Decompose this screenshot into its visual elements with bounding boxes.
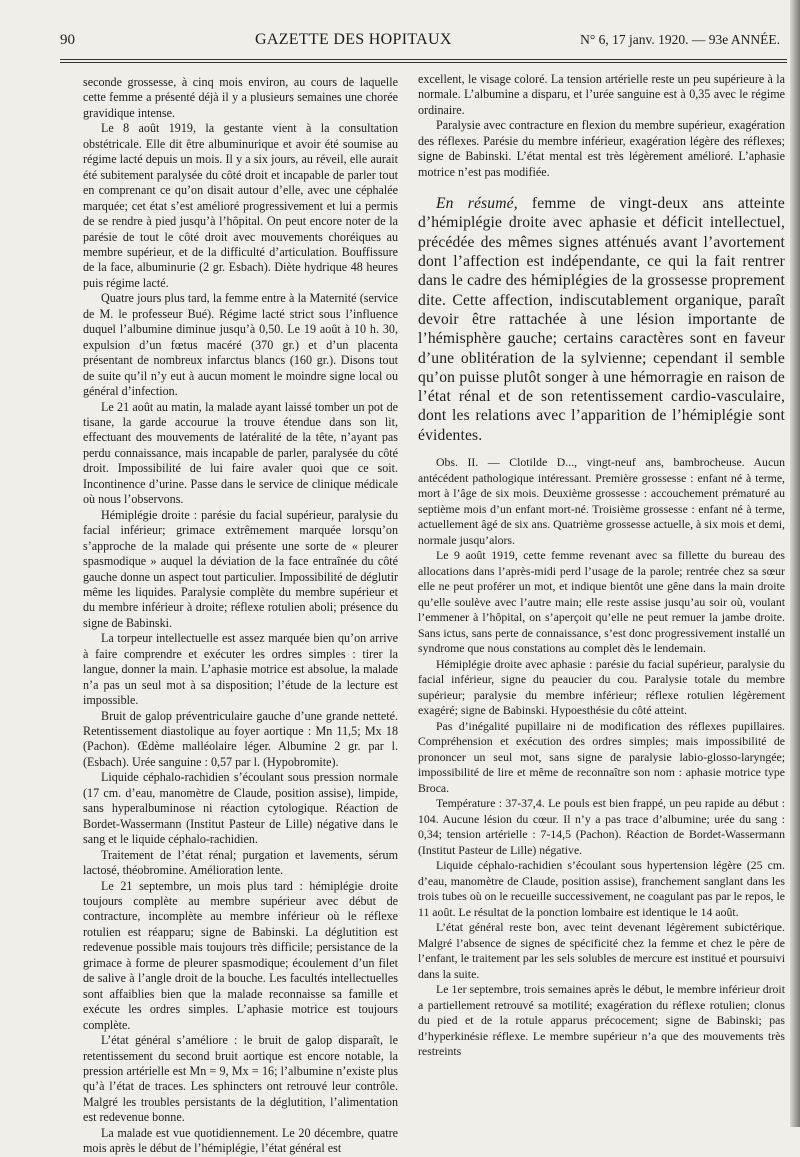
header-rule-bottom [60, 62, 787, 63]
journal-title: GAZETTE DES HOPITAUX [255, 31, 452, 48]
paragraph: excellent, le visage coloré. La tension artérielle reste un peu supérieure à la normale. L’albumine a disparu, et l’urée sanguine est à 0,35 avec le régime ordinaire. [418, 72, 785, 117]
paragraph: Hémiplégie droite avec aphasie : parésie du facial supérieur, paralysie du facial inférieur, signe du peaucier du cou. Paralysie totale du membre supérieur; paralysie du membre inférieur; réflexe rotulien légèrement exagéré; signe de Babinski. Hypoesthésie du côté atteint. [418, 656, 785, 718]
page-spine-shadow [790, 0, 800, 1127]
paragraph: Traitement de l’état rénal; purgation et lavements, sérum lactosé, théobromine. Amélioration lente. [83, 847, 398, 878]
paragraph: Le 21 août au matin, la malade ayant laissé tomber un pot de tisane, la garde accourue la trouve étendue dans son lit, effectuant des mouvements de latéralité de la tête, n’ayant pas perdu connaissance, mais incapable de parler, paralysée du côté droit. Impossibilité de lui faire avaler quoi que ce soit. Incontinence d’urine. Passe dans le service de clinique médicale où nous l’observons. [83, 399, 398, 507]
paragraph: L’état général s’améliore : le bruit de galop disparaît, le retentissement du second bruit aortique est encore notable, la pression artérielle est Mn = 9, Mx = 16; l’albumine n’existe plus qu’à l’état de traces. Les sphincters ont retrouvé leur contrôle. Malgré les troubles persistants de la déglutition, l’alimentation est redevenue bonne. [83, 1033, 398, 1125]
paragraph: Pas d’inégalité pupillaire ni de modification des réflexes pupillaires. Compréhension et exécution des ordres simples; mais impossibilité de prononcer un seul mot, sans signe de paralysie labio-glosso-laryngée; impossibilité de lire et même de reconnaître son nom : aphasie motrice type Broca. [418, 718, 785, 795]
issue-info: N° 6, 17 janv. 1920. — 93e ANNÉE. [580, 32, 780, 47]
observation-block [418, 455, 785, 1060]
paragraph: Quatre jours plus tard, la femme entre à la Maternité (service de M. le professeur Bué). Régime lacté strict sous l’influence duquel l’albumine diminue jusqu’à 0,50. Le 19 août à 10 h. 30, expulsion d’un fœtus macéré (370 gr.) et d’un placenta présentant de nombreux infarctus blancs (160 gr.). Disons tout de suite qu’il n’y eut à aucun moment le moindre signe local ou général d’infection. [83, 291, 398, 399]
paragraph: Température : 37-37,4. Le pouls est bien frappé, un peu rapide au début : 104. Aucune lésion du cœur. Il n’y a pas trace d’albumine; urée du sang : 0,34; tension artérielle : 7-14,5 (Pachon). Réaction de Bordet-Wassermann (Institut Pasteur de Lille) négative. [418, 796, 785, 857]
summary-paragraph [418, 194, 785, 445]
paragraph: L’état général reste bon, avec teint devenant légèrement subictérique. Malgré l’absence de signes de spécificité chez la femme et chez le père de l’enfant, le traitement par les sels solubles de mercure est institué et poursuivi dans la suite. [418, 920, 785, 981]
paragraph: Le 8 août 1919, la gestante vient à la consultation obstétricale. Elle dit être albuminurique et avoir été soumise au régime lacté depuis un mois. Il y a six jours, au réveil, elle aurait été subitement paralysée du côté droit et incapable de parler tout en comprenant ce qu’on disait autour d’elle, avec une céphalée marquée; cet état s’est amélioré progressivement et lui a permis de se rendre à pied jusqu’à l’hôpital. On peut encore noter de la parésie de tout le côté droit avec mouvements choréiques au membre supérieur, et de la difficulté d’articulation. Bouffissure de la face, albuminurie (2 gr. Esbach). Diète hydrique 48 heures puis régime lacté. [83, 121, 398, 290]
paragraph: Liquide céphalo-rachidien s’écoulant sous pression normale (17 cm. d’eau, manomètre de Claude, position assise), limpide, sans hyperalbuminose ni réaction cytologique. Réaction de Bordet-Wassermann (Institut Pasteur de Lille) négative dans le sang et le liquide céphalo-rachidien. [83, 770, 398, 847]
page-number: 90 [60, 32, 75, 48]
paragraph: Hémiplégie droite : parésie du facial supérieur, paralysie du facial inférieur; grimace extrêmement marquée lorsqu’on s’approche de la malade qui présente une sorte de « pleurer spasmodique » auquel la déviation de la face entraînée du côté gauche donne un aspect tout particulier. Impossibilité de déglutir même les liquides. Paralysie complète du membre supérieur et du membre inférieur à droite; réflexe rotulien aboli; présence du signe de Babinski. [83, 507, 398, 630]
paragraph: Le 9 août 1919, cette femme revenant avec sa fillette du bureau des allocations dans l’après-midi perd l’usage de la parole; rentrée chez sa sœur elle ne peut proférer un mot, et indique bientôt une gêne dans la main droite qu’elle soulève avec l’autre main; elle reste assise jusqu’au soir où, voulant l’emmener à l’hôpital, on s’aperçoit qu’elle ne peut remuer la jambe droite. Sans ictus, sans perte de connaissance, s’est donc progressivement installé un syndrome que nous constations au complet dès le lendemain. [418, 548, 785, 656]
summary-lead: En résumé, [436, 195, 518, 213]
paragraph: Liquide céphalo-rachidien s’écoulant sous hypertension légère (25 cm. d’eau, manomètre de Claude, position assise), franchement sanglant dans les trois tubes où on le recueille successivement, ne coagulant pas par le repos, le 11 août. Le résultat de la ponction lombaire est identique le 14 août. [418, 858, 785, 919]
paragraph: seconde grossesse, à cinq mois environ, au cours de laquelle cette femme a présenté déjà il y a plusieurs semaines une chorée gravidique intense. [83, 75, 398, 120]
left-column [83, 75, 398, 1157]
paragraph: La malade est vue quotidiennement. Le 20 décembre, quatre mois après le début de l’hémiplégie, l’état général est [83, 1125, 398, 1156]
paragraph: La torpeur intellectuelle est assez marquée bien qu’on arrive à faire comprendre et exécuter les ordres simples : tirer la langue, donner la main. L’aphasie motrice est absolue, la malade n’a pas un seul mot à sa disposition; l’étude de la lecture est impossible. [83, 631, 398, 708]
right-column [418, 72, 785, 1060]
paragraph: Le 21 septembre, un mois plus tard : hémiplégie droite toujours complète au membre supérieur avec début de contracture, incomplète au membre inférieur où le réflexe rotulien est réapparu; signe de Babinski. La déglutition est redevenue possible mais toujours très difficile; persistance de la grimace à forme de pleurer spasmodique; écoulement d’un filet de salive à l’angle droit de la bouche. Les facultés intellectuelles sont affaiblies bien que la malade reconnaisse sa famille et exécute les ordres simples. L’aphasie motrice est toujours complète. [83, 878, 398, 1032]
summary-body: femme de vingt-deux ans atteinte d’hémiplégie droite avec aphasie et déficit intellectuel, précédée des mêmes signes atténués avant l’avortement dont l’affection est indépendante, ce qui la fait rentrer dans le cadre des hémiplégies de la grossesse proprement dite. Cette affection, indiscutablement organique, paraît devoir être rattachée à une lésion importante de l’hémisphère gauche; certains caractères sont en faveur d’une oblitération de la sylvienne; cependant il semble qu’on puisse plutôt songer à une hémorragie en raison de l’état rénal et de son retentissement cardio-vasculaire, dont les relations avec l’apparition de l’hémiplégie sont évidentes. [418, 195, 785, 444]
paragraph: Obs. II. — Clotilde D..., vingt-neuf ans, bambrocheuse. Aucun antécédent pathologique intéressant. Première grossesse : enfant né à terme, mort à l’âge de six mois. Deuxième grossesse : accouchement prématuré au septième mois d’un enfant mort-né. Troisième grossesse : enfant né à terme, actuellement âgé de six ans. Quatrième grossesse actuelle, à six mois et demi, normale jusqu’alors. [418, 455, 785, 547]
paragraph: Le 1er septembre, trois semaines après le début, le membre inférieur droit a partiellement retrouvé sa motilité; exagération du réflexe rotulien; clonus du pied et de la rotule apparus précocement; signe de Babinski; pas d’hyperkinésie réflexe. Le membre supérieur n’a que des mouvements très restreints [418, 982, 785, 1059]
paragraph: Paralysie avec contracture en flexion du membre supérieur, exagération des réflexes. Parésie du membre inférieur, exagération légère des réflexes; signe de Babinski. L’état mental est très légèrement amélioré. L’aphasie motrice n’est pas modifiée. [418, 118, 785, 179]
header-rule-top [60, 59, 787, 60]
paragraph: Bruit de galop préventriculaire gauche d’une grande netteté. Retentissement diastolique au foyer aortique : Mn 11,5; Mx 18 (Pachon). Œdème malléolaire léger. Albumine 2 gr. par l. (Esbach). Urée sanguine : 0,57 par l. (Hypobromite). [83, 708, 398, 769]
page-header [60, 30, 790, 58]
